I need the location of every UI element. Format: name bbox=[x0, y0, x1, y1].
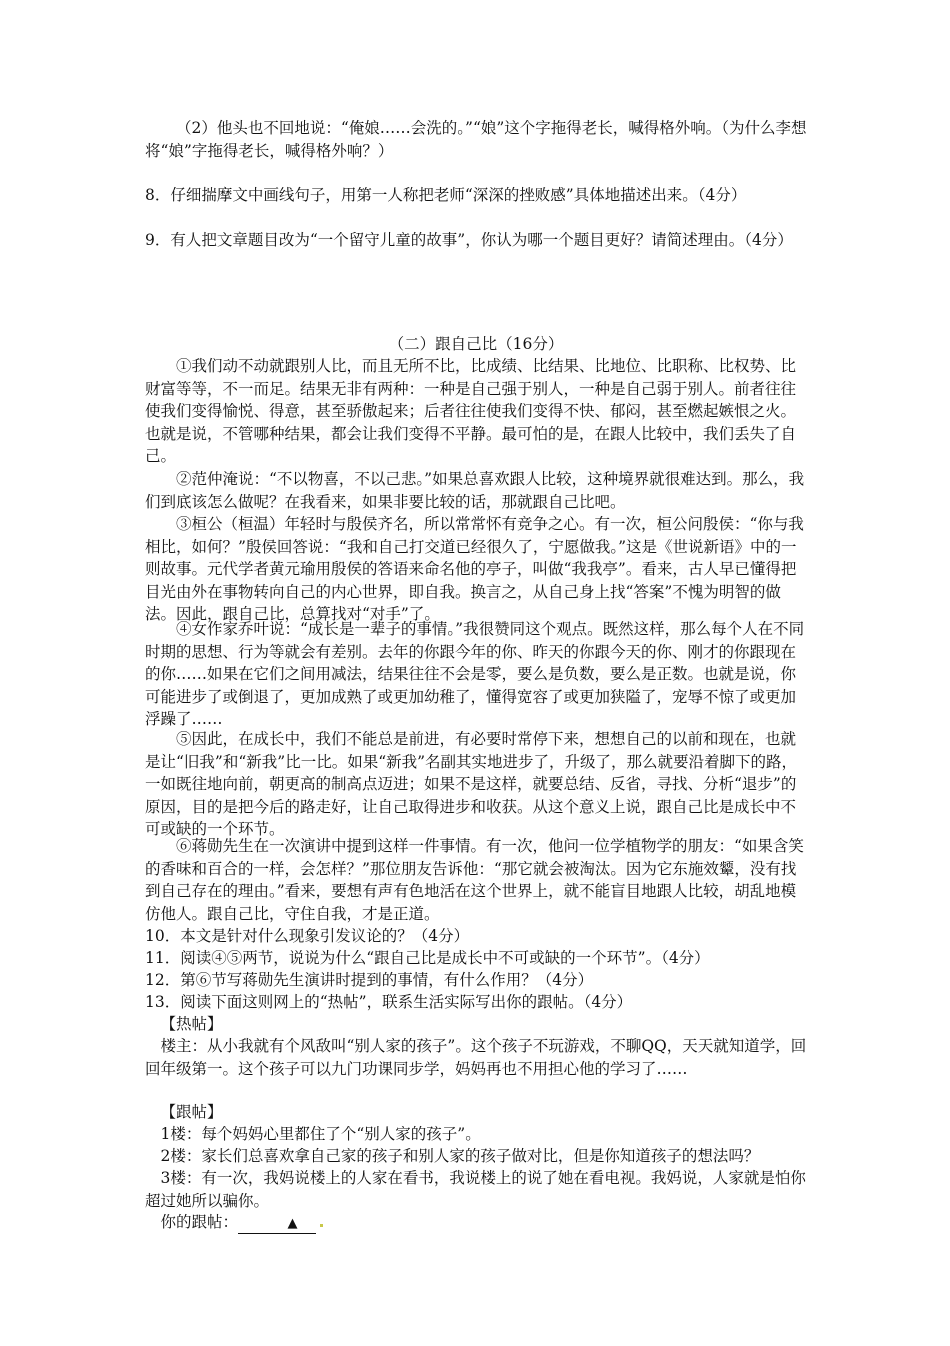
question-7-2: （2）他头也不回地说：“俺娘……会洗的。”“娘”这个字拖得老长，喊得格外响。（为什么李想将“娘”字拖得老长，喊得格外响？） bbox=[145, 119, 807, 160]
essay-paragraph-5: ⑤因此，在成长中，我们不能总是前进，有必要时常停下来，想想自己的以前和现在，也就是让“旧我”和“新我”比一比。如果“新我”名副其实地进步了，升级了，那么就要沿着脚下的路，一如既往地向前，朝更高的制高点迈进；如果不是这样，就要总结、反省，寻找、分析“退步”的原因，目的是把今后的路走好，让自己取得进步和收获。从这个意义上说，跟自己比是成长中不可或缺的一个环节。 bbox=[145, 730, 798, 838]
question-9: 9．有人把文章题目改为“一个留守儿童的故事”，你认为哪一个题目更好？请简述理由。（4分） bbox=[145, 231, 793, 249]
essay-paragraph-1: ①我们动不动就跟别人比，而且无所不比，比成绩、比结果、比地位、比职称、比权势、比财富等等，不一而足。结果无非有两种：一种是自己强于别人，一种是自己弱于别人。前者往往使我们变得愉悦、得意，甚至骄傲起来；后者往往使我们变得不快、郁闷，甚至燃起嫉恨之火。也就是说，不管哪种结果，都会让我们变得不平静。最可怕的是，在跟人比较中，我们丢失了自己。 bbox=[145, 357, 797, 465]
triangle-marker-icon: ▲ bbox=[287, 1216, 298, 1231]
essay-paragraph-2: ②范仲淹说：“不以物喜，不以己悲。”如果总喜欢跟人比较，这种境界就很难达到。那么，我们到底该怎么做呢？在我看来，如果非要比较的话，那就跟自己比吧。 bbox=[145, 470, 805, 511]
reply-floor-3: 3楼：有一次，我妈说楼上的人家在看书，我说楼上的说了她在看电视。我妈说，人家就是怕你超过她所以骗你。 bbox=[145, 1169, 806, 1210]
reply-label: 【跟帖】 bbox=[160, 1103, 223, 1121]
question-13: 13．阅读下面这则网上的“热帖”，联系生活实际写出你的跟帖。（4分） bbox=[145, 993, 633, 1011]
question-8: 8．仔细揣摩文中画线句子，用第一人称把老师“深深的挫败感”具体地描述出来。（4分） bbox=[145, 186, 747, 204]
essay-paragraph-6: ⑥蒋勋先生在一次演讲中提到这样一件事情。有一次，他问一位学植物学的朋友：“如果含笑的香味和百合的一样，会怎样？”那位朋友告诉他：“那它就会被淘汰。因为它东施效颦，没有找到自己存在的理由。”看来，要想有声有色地活在这个世界上，就不能盲目地跟人比较，胡乱地模仿他人。跟自己比，守住自我，才是正道。 bbox=[145, 837, 804, 923]
question-10: 10．本文是针对什么现象引发议论的？（4分） bbox=[145, 927, 470, 945]
dot-mark-icon bbox=[320, 1224, 323, 1227]
your-reply-row bbox=[145, 1211, 807, 1234]
hot-post-label: 【热帖】 bbox=[160, 1015, 223, 1033]
essay-paragraph-3: ③桓公（桓温）年轻时与殷侯齐名，所以常常怀有竞争之心。有一次，桓公问殷侯：“你与我相比，如何？”殷侯回答说：“我和自己打交道已经很久了，宁愿做我。”这是《世说新语》中的一则故事。元代学者黄元瑜用殷侯的答语来命名他的亭子，叫做“我我亭”。看来，古人早已懂得把目光由外在事物转向自己的内心世界，即自我。换言之，从自己身上找“答案”不愧为明智的做法。因此，跟自己比，总算找对“对手”了。 bbox=[145, 515, 804, 623]
reply-floor-2: 2楼：家长们总喜欢拿自己家的孩子和别人家的孩子做对比，但是你知道孩子的想法吗？ bbox=[160, 1147, 760, 1165]
essay-title: （二）跟自己比（16分） bbox=[388, 335, 564, 353]
question-11: 11．阅读④⑤两节，说说为什么“跟自己比是成长中不可或缺的一个环节”。（4分） bbox=[145, 949, 710, 967]
hot-post-body: 楼主：从小我就有个风敌叫“别人家的孩子”。这个孩子不玩游戏，不聊QQ，天天就知道学，回回年级第一。这个孩子可以九门功课同步学，妈妈再也不用担心他的学习了…… bbox=[145, 1037, 807, 1078]
reply-floor-1: 1楼：每个妈妈心里都住了个“别人家的孩子”。 bbox=[160, 1125, 481, 1143]
question-12: 12．第⑥节写蒋勋先生演讲时提到的事情，有什么作用？（4分） bbox=[145, 971, 594, 989]
your-reply-label: 你的跟帖： bbox=[160, 1213, 239, 1231]
answer-blank[interactable] bbox=[238, 1213, 316, 1234]
essay-paragraph-4: ④女作家乔叶说：“成长是一辈子的事情。”我很赞同这个观点。既然这样，那么每个人在不同时期的思想、行为等就会有差别。去年的你跟今年的你、昨天的你跟今天的你、刚才的你跟现在的你……如果在它们之间用减法，结果往往不会是零，要么是负数，要么是正数。也就是说，你可能进步了或倒退了，更加成熟了或更加幼稚了，懂得宽容了或更加狭隘了，宠辱不惊了或更加浮躁了…… bbox=[145, 620, 805, 728]
